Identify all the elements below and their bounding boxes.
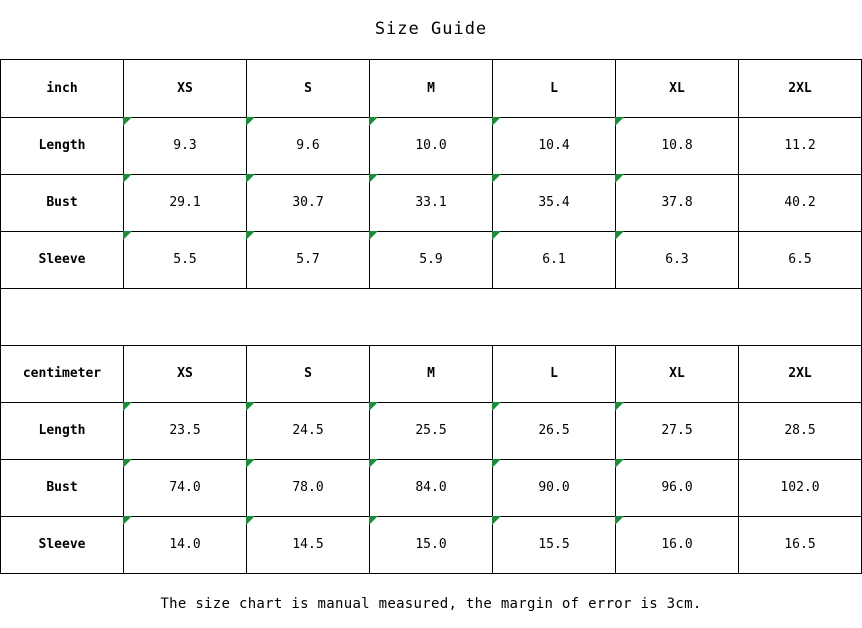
cell-bust-xl-inch: 37.8 <box>616 174 739 231</box>
row-label-bust-cm: Bust <box>1 459 124 516</box>
cell-length-s-inch: 9.6 <box>247 117 370 174</box>
spacer-cell <box>124 288 247 345</box>
cell-length-l-cm: 26.5 <box>493 402 616 459</box>
spacer-cell <box>1 288 124 345</box>
cell-length-2xl-inch: 11.2 <box>739 117 862 174</box>
cell-bust-xs-inch: 29.1 <box>124 174 247 231</box>
row-label-sleeve-cm: Sleeve <box>1 516 124 573</box>
cell-bust-xl-cm: 96.0 <box>616 459 739 516</box>
size-tables-container <box>0 59 862 574</box>
cell-length-2xl-cm: 28.5 <box>739 402 862 459</box>
size-header-xs: XS <box>124 60 247 117</box>
cell-sleeve-m-inch: 5.9 <box>370 231 493 288</box>
table-row <box>1 117 862 174</box>
row-label-length-inch: Length <box>1 117 124 174</box>
table-row <box>1 516 862 573</box>
cell-sleeve-xl-cm: 16.0 <box>616 516 739 573</box>
cell-bust-l-inch: 35.4 <box>493 174 616 231</box>
table-row <box>1 174 862 231</box>
unit-label-centimeter: centimeter <box>1 345 124 402</box>
row-label-bust-inch: Bust <box>1 174 124 231</box>
table-row <box>1 231 862 288</box>
spacer-cell <box>370 288 493 345</box>
size-header-m-cm: M <box>370 345 493 402</box>
page-title: Size Guide <box>374 19 488 39</box>
cell-bust-2xl-inch: 40.2 <box>739 174 862 231</box>
cell-bust-xs-cm: 74.0 <box>124 459 247 516</box>
size-header-l-cm: L <box>493 345 616 402</box>
spacer-cell <box>247 288 370 345</box>
cell-bust-s-cm: 78.0 <box>247 459 370 516</box>
size-header-s: S <box>247 60 370 117</box>
spacer-cell <box>616 288 739 345</box>
size-header-2xl: 2XL <box>739 60 862 117</box>
cell-sleeve-xs-cm: 14.0 <box>124 516 247 573</box>
cell-bust-2xl-cm: 102.0 <box>739 459 862 516</box>
cell-length-l-inch: 10.4 <box>493 117 616 174</box>
table-header-row-cm <box>1 345 862 402</box>
cell-bust-s-inch: 30.7 <box>247 174 370 231</box>
cell-length-xs-inch: 9.3 <box>124 117 247 174</box>
table-spacer-row <box>1 288 862 345</box>
spacer-cell <box>739 288 862 345</box>
cell-length-m-cm: 25.5 <box>370 402 493 459</box>
spacer-cell <box>493 288 616 345</box>
cell-length-xs-cm: 23.5 <box>124 402 247 459</box>
size-header-xl-cm: XL <box>616 345 739 402</box>
cell-sleeve-l-inch: 6.1 <box>493 231 616 288</box>
size-header-xl: XL <box>616 60 739 117</box>
cell-length-xl-cm: 27.5 <box>616 402 739 459</box>
cell-sleeve-xs-inch: 5.5 <box>124 231 247 288</box>
cell-sleeve-s-cm: 14.5 <box>247 516 370 573</box>
size-header-m: M <box>370 60 493 117</box>
cell-length-xl-inch: 10.8 <box>616 117 739 174</box>
row-label-sleeve-inch: Sleeve <box>1 231 124 288</box>
row-label-length-cm: Length <box>1 402 124 459</box>
size-chart-table <box>0 60 862 573</box>
cell-sleeve-xl-inch: 6.3 <box>616 231 739 288</box>
size-header-2xl-cm: 2XL <box>739 345 862 402</box>
table-row <box>1 402 862 459</box>
size-header-s-cm: S <box>247 345 370 402</box>
cell-sleeve-l-cm: 15.5 <box>493 516 616 573</box>
size-header-xs-cm: XS <box>124 345 247 402</box>
cell-length-m-inch: 10.0 <box>370 117 493 174</box>
unit-label-inch: inch <box>1 60 124 117</box>
cell-bust-l-cm: 90.0 <box>493 459 616 516</box>
size-header-l: L <box>493 60 616 117</box>
table-row <box>1 459 862 516</box>
cell-sleeve-m-cm: 15.0 <box>370 516 493 573</box>
cell-bust-m-inch: 33.1 <box>370 174 493 231</box>
cell-sleeve-2xl-inch: 6.5 <box>739 231 862 288</box>
cell-sleeve-s-inch: 5.7 <box>247 231 370 288</box>
table-header-row-inch <box>1 60 862 117</box>
cell-sleeve-2xl-cm: 16.5 <box>739 516 862 573</box>
cell-length-s-cm: 24.5 <box>247 402 370 459</box>
cell-bust-m-cm: 84.0 <box>370 459 493 516</box>
measurement-disclaimer: The size chart is manual measured, the margin of error is 3cm. <box>160 596 702 612</box>
